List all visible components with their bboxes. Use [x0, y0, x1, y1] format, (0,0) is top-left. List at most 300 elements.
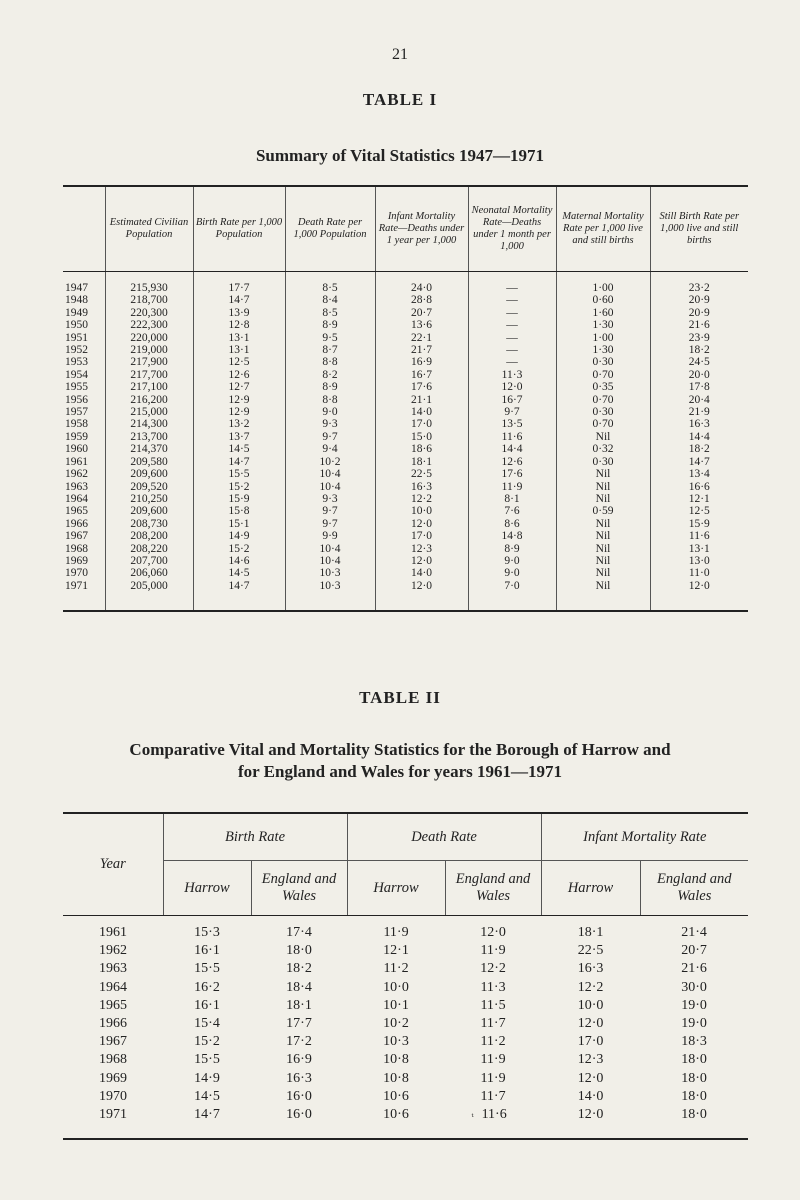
cell-population: 210,250 — [105, 493, 193, 505]
col-header-year — [63, 186, 105, 272]
cell-year: 1959 — [65, 430, 88, 443]
cell-population: 209,580 — [105, 456, 193, 468]
table-row — [63, 567, 748, 579]
cell-neonatal-mortality: 7·6 — [468, 505, 556, 517]
cell-death-rate: 10·3 — [285, 567, 375, 579]
table-row — [63, 272, 748, 295]
table-row — [63, 481, 748, 493]
cell-infant-mortality: 12·2 — [375, 493, 468, 505]
cell-birth-rate: 15·8 — [193, 505, 285, 517]
cell-population: 207,700 — [105, 555, 193, 567]
cell-year: 1950 — [65, 319, 88, 332]
cell-death-england-wales: 11·9 — [480, 1070, 506, 1086]
cell-population: 208,220 — [105, 543, 193, 555]
col-header-population: Estimated Civilian Population — [105, 186, 193, 272]
cell-infant-mortality: 17·6 — [375, 381, 468, 393]
table-row — [63, 493, 748, 505]
cell-still-birth-rate: 23·9 — [650, 332, 748, 344]
cell-birth-harrow: 16·1 — [194, 943, 220, 959]
cell-birth-harrow: 14·7 — [163, 1106, 251, 1139]
cell-infant-mortality: 18·1 — [375, 456, 468, 468]
cell-birth-rate: 14·7 — [193, 580, 285, 611]
cell-population: 218,700 — [105, 294, 193, 306]
cell-birth-harrow: 15·5 — [194, 1052, 220, 1068]
cell-maternal-mortality: Nil — [556, 468, 650, 480]
cell-infant-harrow: 12·2 — [577, 979, 604, 995]
cell-death-england-wales: 12·2 — [480, 961, 506, 977]
cell-maternal-mortality: Nil — [556, 431, 650, 443]
cell-infant-harrow: 18·1 — [577, 925, 604, 940]
cell-death-rate: 9·3 — [285, 418, 375, 430]
cell-birth-harrow: 15·4 — [194, 1016, 220, 1032]
cell-maternal-mortality: 0·70 — [556, 394, 650, 406]
cell-year: 1955 — [65, 381, 88, 394]
cell-neonatal-mortality: 8·6 — [468, 518, 556, 530]
col-header-birth-rate: Birth Rate per 1,000 Population — [193, 186, 285, 272]
cell-maternal-mortality: 0·59 — [556, 505, 650, 517]
cell-birth-rate: 15·1 — [193, 518, 285, 530]
cell-still-birth-rate: 20·4 — [650, 394, 748, 406]
cell-population: 209,520 — [105, 481, 193, 493]
cell-infant-mortality: 12·0 — [375, 580, 468, 611]
cell-death-harrow: 10·0 — [383, 979, 409, 995]
table-row — [63, 979, 748, 997]
cell-birth-rate: 15·9 — [193, 493, 285, 505]
cell-death-harrow: 10·8 — [383, 1070, 409, 1086]
cell-death-rate: 9·7 — [285, 431, 375, 443]
cell-infant-england-wales: 30·0 — [681, 979, 707, 995]
cell-neonatal-mortality: 14·8 — [468, 530, 556, 542]
cell-infant-mortality: 28·8 — [375, 294, 468, 306]
cell-maternal-mortality: 1·30 — [556, 344, 650, 356]
cell-neonatal-mortality: — — [468, 272, 556, 295]
table-row — [63, 468, 748, 480]
cell-still-birth-rate: 16·3 — [650, 418, 748, 430]
cell-maternal-mortality: Nil — [556, 567, 650, 579]
table-row — [63, 443, 748, 455]
cell-infant-mortality: 21·1 — [375, 394, 468, 406]
cell-birth-rate: 14·9 — [193, 530, 285, 542]
cell-year: 1971 — [63, 580, 105, 611]
table-row — [63, 344, 748, 356]
table-1-body — [63, 272, 748, 612]
cell-still-birth-rate: 18·2 — [650, 344, 748, 356]
cell-maternal-mortality: Nil — [556, 530, 650, 542]
cell-still-birth-rate: 14·7 — [650, 456, 748, 468]
cell-still-birth-rate: 17·8 — [650, 381, 748, 393]
cell-neonatal-mortality: 9·0 — [468, 567, 556, 579]
cell-birth-england-wales: 16·0 — [251, 1106, 347, 1139]
cell-neonatal-mortality: — — [468, 344, 556, 356]
cell-birth-rate: 12·9 — [193, 394, 285, 406]
cell-infant-mortality: 22·1 — [375, 332, 468, 344]
cell-death-rate: 8·4 — [285, 294, 375, 306]
cell-year: 1962 — [99, 943, 127, 959]
table-row — [63, 332, 748, 344]
cell-maternal-mortality: 0·70 — [556, 418, 650, 430]
cell-infant-mortality: 14·0 — [375, 406, 468, 418]
cell-infant-mortality: 22·5 — [375, 468, 468, 480]
cell-still-birth-rate: 11·6 — [650, 530, 748, 542]
cell-infant-mortality: 12·0 — [375, 555, 468, 567]
cell-year: 1967 — [65, 530, 88, 543]
col-header-death-england-wales: England and Wales — [445, 861, 541, 916]
page-number: 21 — [392, 46, 408, 63]
cell-birth-england-wales: 17·7 — [286, 1016, 312, 1032]
cell-neonatal-mortality: 16·7 — [468, 394, 556, 406]
col-header-death-rate: Death Rate per 1,000 Population — [285, 186, 375, 272]
cell-maternal-mortality: 1·60 — [556, 307, 650, 319]
table-2-subtitle-line-1: Comparative Vital and Mortality Statistics for the Borough of Harrow and — [129, 740, 671, 759]
cell-infant-mortality: 17·0 — [375, 530, 468, 542]
cell-year: 1949 — [65, 306, 88, 319]
cell-death-harrow: 10·3 — [383, 1034, 409, 1050]
cell-death-england-wales: 11·7 — [480, 1016, 506, 1032]
cell-infant-england-wales: 18·0 — [640, 1106, 748, 1139]
table-1-subtitle: Summary of Vital Statistics 1947—1971 — [255, 146, 545, 165]
cell-birth-harrow: 16·1 — [194, 997, 220, 1013]
print-artifact-mark: ₜ — [471, 1109, 474, 1120]
cell-year: 1952 — [65, 344, 88, 357]
cell-year: 1965 — [65, 505, 88, 518]
cell-death-rate: 9·0 — [285, 406, 375, 418]
cell-infant-mortality: 16·9 — [375, 356, 468, 368]
cell-birth-harrow: 14·9 — [194, 1070, 220, 1086]
cell-birth-rate: 17·7 — [193, 272, 285, 295]
cell-death-england-wales: 11·9 — [480, 1052, 506, 1068]
table-row — [63, 406, 748, 418]
cell-still-birth-rate: 18·2 — [650, 443, 748, 455]
cell-death-rate: 9·7 — [285, 505, 375, 517]
cell-neonatal-mortality: — — [468, 307, 556, 319]
col-header-year: Year — [63, 813, 163, 916]
cell-infant-england-wales: 18·0 — [681, 1088, 707, 1104]
cell-still-birth-rate: 11·0 — [650, 567, 748, 579]
cell-death-rate: 8·8 — [285, 394, 375, 406]
col-header-neonatal-mortality: Neonatal Mortality Rate—Deaths under 1 month per 1,000 — [468, 186, 556, 272]
table-2-subtitle-line-2: for England and Wales for years 1961—1971 — [238, 762, 562, 781]
cell-year: 1966 — [65, 517, 88, 530]
cell-still-birth-rate: 16·6 — [650, 481, 748, 493]
cell-still-birth-rate: 23·2 — [650, 272, 748, 295]
cell-infant-england-wales: 21·4 — [681, 925, 707, 940]
cell-birth-england-wales: 18·0 — [286, 943, 312, 959]
cell-maternal-mortality: 0·30 — [556, 406, 650, 418]
cell-death-harrow: 11·2 — [383, 961, 409, 977]
cell-neonatal-mortality: 11·6 — [468, 431, 556, 443]
cell-infant-england-wales: 21·6 — [681, 961, 707, 977]
vital-statistics-summary-table — [63, 185, 748, 612]
cell-infant-mortality: 20·7 — [375, 307, 468, 319]
cell-neonatal-mortality: 11·9 — [468, 481, 556, 493]
table-2-subtitle — [0, 739, 800, 783]
cell-year: 1963 — [99, 961, 127, 977]
cell-death-rate: 10·3 — [285, 580, 375, 611]
table-row — [63, 456, 748, 468]
cell-population: 217,100 — [105, 381, 193, 393]
cell-maternal-mortality: Nil — [556, 543, 650, 555]
cell-neonatal-mortality: 12·0 — [468, 381, 556, 393]
cell-infant-mortality: 13·6 — [375, 319, 468, 331]
cell-infant-harrow: 22·5 — [577, 943, 604, 959]
cell-infant-mortality: 10·0 — [375, 505, 468, 517]
cell-maternal-mortality: 0·30 — [556, 356, 650, 368]
cell-death-rate: 10·2 — [285, 456, 375, 468]
table-row — [63, 1015, 748, 1033]
group-header-death-rate: Death Rate — [347, 813, 541, 861]
table-row — [63, 530, 748, 542]
cell-death-harrow: 12·1 — [383, 943, 409, 959]
cell-birth-rate: 13·7 — [193, 431, 285, 443]
cell-death-rate: 8·5 — [285, 272, 375, 295]
cell-death-harrow: 11·9 — [383, 925, 409, 940]
cell-infant-england-wales: 18·0 — [681, 1052, 707, 1068]
cell-year: 1957 — [65, 406, 88, 419]
cell-death-rate: 9·5 — [285, 332, 375, 344]
cell-year: 1954 — [65, 368, 88, 381]
cell-year: 1960 — [65, 443, 88, 456]
col-header-birth-england-wales: England and Wales — [251, 861, 347, 916]
cell-infant-mortality: 17·0 — [375, 418, 468, 430]
cell-population: 209,600 — [105, 468, 193, 480]
cell-death-rate: 9·3 — [285, 493, 375, 505]
cell-birth-harrow: 15·5 — [194, 961, 220, 977]
cell-infant-england-wales: 18·3 — [681, 1034, 707, 1050]
table-1-title: TABLE I — [362, 90, 438, 109]
table-row — [63, 1033, 748, 1051]
cell-year: 1965 — [99, 997, 127, 1013]
cell-death-rate: 10·4 — [285, 555, 375, 567]
cell-population: 209,600 — [105, 505, 193, 517]
cell-year: 1969 — [99, 1070, 127, 1086]
cell-still-birth-rate: 21·6 — [650, 319, 748, 331]
cell-birth-england-wales: 17·2 — [286, 1034, 312, 1050]
cell-birth-rate: 15·2 — [193, 543, 285, 555]
table-row — [63, 1051, 748, 1069]
cell-death-rate: 10·4 — [285, 468, 375, 480]
col-header-infant-england-wales: England and Wales — [640, 861, 748, 916]
cell-year: 1968 — [99, 1052, 127, 1068]
cell-death-england-wales: 11·3 — [480, 979, 506, 995]
cell-population: 213,700 — [105, 431, 193, 443]
table-row — [63, 518, 748, 530]
cell-population: 217,900 — [105, 356, 193, 368]
cell-population: 215,000 — [105, 406, 193, 418]
cell-birth-england-wales: 18·4 — [286, 979, 312, 995]
table-row — [63, 381, 748, 393]
col-header-birth-harrow: Harrow — [163, 861, 251, 916]
table-row — [63, 916, 748, 943]
comparative-statistics-table — [63, 812, 748, 1140]
cell-neonatal-mortality: 8·1 — [468, 493, 556, 505]
table-row — [63, 369, 748, 381]
cell-maternal-mortality: 1·00 — [556, 332, 650, 344]
cell-infant-harrow: 17·0 — [577, 1034, 604, 1050]
cell-year: 1970 — [65, 567, 88, 580]
cell-year: 1963 — [65, 480, 88, 493]
cell-birth-harrow: 15·3 — [194, 925, 220, 940]
cell-infant-mortality: 21·7 — [375, 344, 468, 356]
cell-infant-harrow: 12·0 — [541, 1106, 640, 1139]
cell-death-rate: 8·2 — [285, 369, 375, 381]
cell-death-england-wales: 11·9 — [480, 943, 506, 959]
cell-birth-rate: 12·6 — [193, 369, 285, 381]
cell-year: 1969 — [65, 554, 88, 567]
cell-infant-harrow: 12·0 — [577, 1016, 604, 1032]
table-row — [63, 307, 748, 319]
cell-maternal-mortality: Nil — [556, 580, 650, 611]
table-row — [63, 294, 748, 306]
table-2-title: TABLE II — [359, 688, 441, 707]
cell-death-rate: 8·8 — [285, 356, 375, 368]
table-row — [63, 580, 748, 611]
cell-population: 220,000 — [105, 332, 193, 344]
cell-birth-england-wales: 16·3 — [286, 1070, 312, 1086]
cell-infant-mortality: 16·3 — [375, 481, 468, 493]
cell-maternal-mortality: 0·32 — [556, 443, 650, 455]
cell-birth-rate: 14·7 — [193, 294, 285, 306]
cell-year: 1967 — [99, 1034, 127, 1050]
table-row — [63, 431, 748, 443]
cell-population: 220,300 — [105, 307, 193, 319]
cell-neonatal-mortality: — — [468, 319, 556, 331]
cell-year: 1953 — [65, 356, 88, 369]
cell-infant-mortality: 12·0 — [375, 518, 468, 530]
cell-infant-harrow: 12·0 — [577, 1070, 604, 1086]
cell-birth-england-wales: 18·1 — [286, 997, 312, 1013]
cell-maternal-mortality: Nil — [556, 481, 650, 493]
table-row — [63, 356, 748, 368]
cell-population: 216,200 — [105, 394, 193, 406]
cell-year: 1961 — [65, 455, 88, 468]
cell-birth-england-wales: 16·0 — [286, 1088, 312, 1104]
cell-neonatal-mortality: 9·7 — [468, 406, 556, 418]
table-2-body — [63, 916, 748, 1140]
cell-neonatal-mortality: 9·0 — [468, 555, 556, 567]
cell-birth-rate: 14·5 — [193, 567, 285, 579]
cell-still-birth-rate: 20·0 — [650, 369, 748, 381]
cell-neonatal-mortality: 7·0 — [468, 580, 556, 611]
cell-death-rate: 9·4 — [285, 443, 375, 455]
cell-year: 1956 — [65, 393, 88, 406]
cell-death-rate: 10·4 — [285, 543, 375, 555]
cell-maternal-mortality: 0·30 — [556, 456, 650, 468]
cell-still-birth-rate: 20·9 — [650, 294, 748, 306]
cell-birth-rate: 13·1 — [193, 332, 285, 344]
cell-year: 1971 — [63, 1106, 163, 1139]
cell-population: 215,930 — [105, 272, 193, 295]
cell-year: 1964 — [65, 492, 88, 505]
cell-maternal-mortality: Nil — [556, 555, 650, 567]
cell-neonatal-mortality: — — [468, 356, 556, 368]
cell-birth-harrow: 16·2 — [194, 979, 220, 995]
cell-death-harrow: 10·1 — [383, 997, 409, 1013]
cell-infant-harrow: 14·0 — [577, 1088, 604, 1104]
cell-population: 214,370 — [105, 443, 193, 455]
cell-birth-rate: 12·8 — [193, 319, 285, 331]
cell-year: 1968 — [65, 542, 88, 555]
cell-neonatal-mortality: 12·6 — [468, 456, 556, 468]
cell-birth-england-wales: 17·4 — [286, 925, 312, 940]
cell-death-rate: 9·7 — [285, 518, 375, 530]
cell-still-birth-rate: 13·1 — [650, 543, 748, 555]
table-row — [63, 319, 748, 331]
cell-population: 217,700 — [105, 369, 193, 381]
col-header-infant-mortality: Infant Mortality Rate—Deaths under 1 year per 1,000 — [375, 186, 468, 272]
cell-infant-mortality: 18·6 — [375, 443, 468, 455]
col-header-maternal-mortality: Maternal Mortality Rate per 1,000 live and still births — [556, 186, 650, 272]
table-row — [63, 1106, 748, 1139]
cell-infant-mortality: 12·3 — [375, 543, 468, 555]
cell-population: 208,730 — [105, 518, 193, 530]
cell-death-rate: 8·9 — [285, 319, 375, 331]
cell-infant-harrow: 12·3 — [577, 1052, 604, 1068]
cell-year: 1962 — [65, 468, 88, 481]
cell-infant-england-wales: 19·0 — [681, 1016, 707, 1032]
cell-death-england-wales: 12·0 — [480, 925, 506, 940]
cell-maternal-mortality: 1·30 — [556, 319, 650, 331]
cell-maternal-mortality: 0·60 — [556, 294, 650, 306]
cell-infant-mortality: 16·7 — [375, 369, 468, 381]
cell-birth-rate: 14·5 — [193, 443, 285, 455]
col-header-death-harrow: Harrow — [347, 861, 445, 916]
cell-death-rate: 8·9 — [285, 381, 375, 393]
cell-death-harrow: 10·8 — [383, 1052, 409, 1068]
cell-neonatal-mortality: 17·6 — [468, 468, 556, 480]
cell-still-birth-rate: 13·0 — [650, 555, 748, 567]
cell-infant-england-wales: 19·0 — [681, 997, 707, 1013]
cell-still-birth-rate: 12·5 — [650, 505, 748, 517]
table-row — [63, 543, 748, 555]
cell-death-rate: 10·4 — [285, 481, 375, 493]
cell-infant-england-wales: 18·0 — [681, 1070, 707, 1086]
cell-death-england-wales: ₜ 11·6 — [445, 1106, 541, 1139]
table-row — [63, 394, 748, 406]
cell-population: 222,300 — [105, 319, 193, 331]
cell-maternal-mortality: 1·00 — [556, 272, 650, 295]
cell-population: 214,300 — [105, 418, 193, 430]
cell-still-birth-rate: 14·4 — [650, 431, 748, 443]
cell-death-england-wales: 11·7 — [480, 1088, 506, 1104]
table-row — [63, 960, 748, 978]
cell-death-england-wales: 11·2 — [480, 1034, 506, 1050]
table-row — [63, 1088, 748, 1106]
cell-death-england-wales: 11·5 — [480, 997, 506, 1013]
cell-death-rate: 8·5 — [285, 307, 375, 319]
cell-death-harrow: 10·6 — [347, 1106, 445, 1139]
cell-birth-rate: 13·1 — [193, 344, 285, 356]
cell-maternal-mortality: Nil — [556, 493, 650, 505]
cell-infant-mortality: 15·0 — [375, 431, 468, 443]
cell-still-birth-rate: 15·9 — [650, 518, 748, 530]
cell-maternal-mortality: 0·35 — [556, 381, 650, 393]
cell-infant-harrow: 10·0 — [577, 997, 604, 1013]
cell-death-rate: 9·9 — [285, 530, 375, 542]
cell-death-harrow: 10·2 — [383, 1016, 409, 1032]
cell-birth-rate: 12·7 — [193, 381, 285, 393]
cell-still-birth-rate: 12·0 — [650, 580, 748, 611]
cell-year: 1958 — [65, 418, 88, 431]
cell-population: 205,000 — [105, 580, 193, 611]
cell-population: 219,000 — [105, 344, 193, 356]
cell-infant-mortality: 24·0 — [375, 272, 468, 295]
cell-still-birth-rate: 24·5 — [650, 356, 748, 368]
table-row — [63, 997, 748, 1015]
cell-birth-rate: 13·2 — [193, 418, 285, 430]
cell-birth-rate: 14·6 — [193, 555, 285, 567]
table-row — [63, 1070, 748, 1088]
cell-birth-rate: 15·2 — [193, 481, 285, 493]
